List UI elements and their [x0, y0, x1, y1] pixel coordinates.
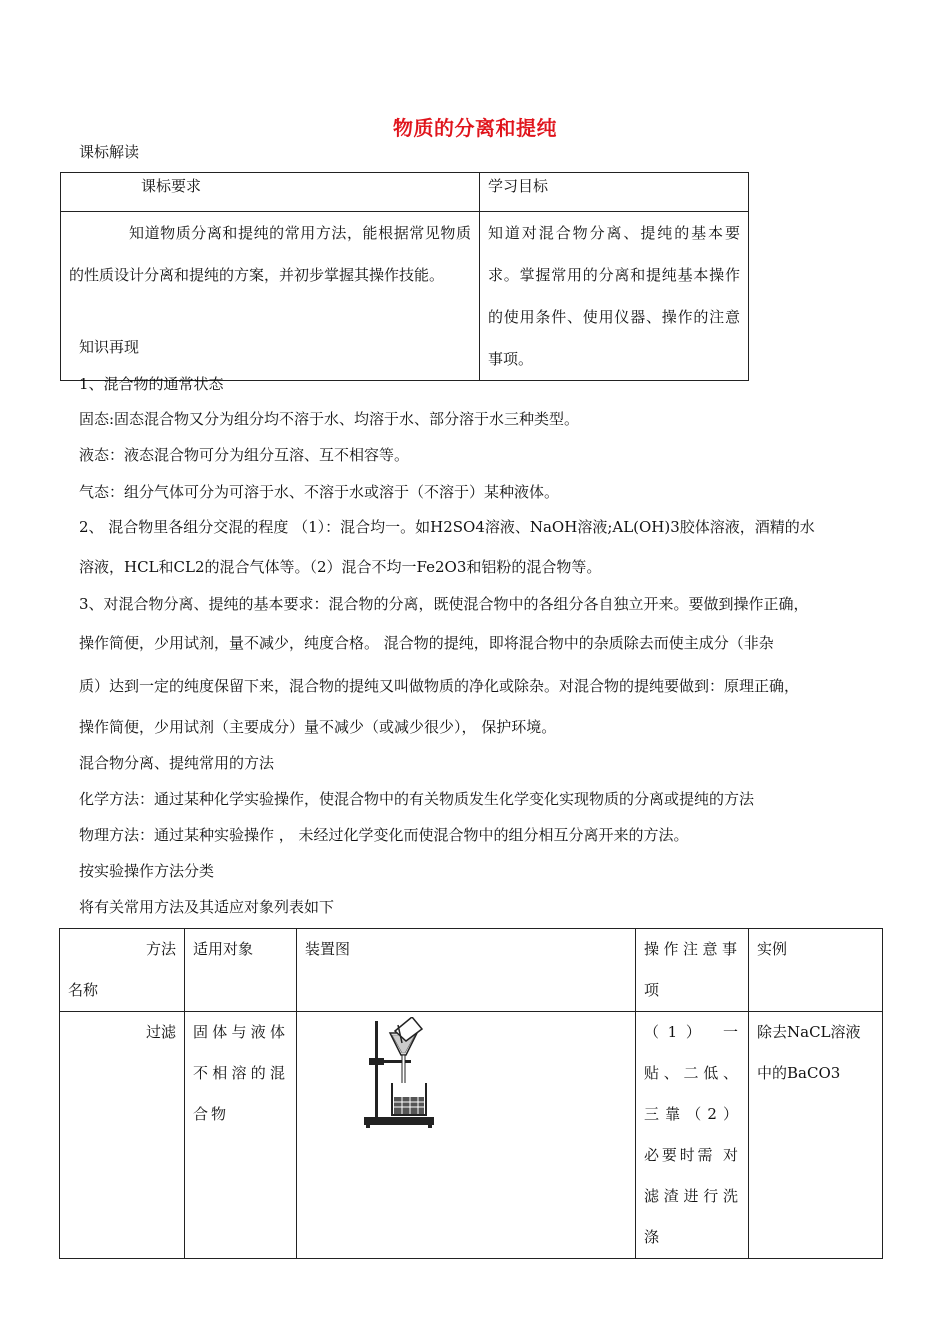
- knowledge-p6a: 3、对混合物分离、提纯的基本要求：混合物的分离，既使混合物中的各组分各自独立开来。要做到操作正确，: [79, 595, 809, 613]
- knowledge-p6c: 质）达到一定的纯度保留下来，混合物的提纯又叫做物质的净化或除杂。对混合物的提纯要做到：原理正确，: [79, 677, 800, 695]
- knowledge-p6d: 操作简便，少用试剂（主要成分）量不减少（或减少很少）， 保护环境。: [79, 718, 557, 736]
- knowledge-p7: 混合物分离、提纯常用的方法: [79, 754, 275, 772]
- knowledge-p4: 气态：组分气体可分为可溶于水、不溶于水或溶于（不溶于）某种液体。: [79, 483, 560, 501]
- knowledge-p3: 液态：液态混合物可分为组分互溶、互不相容等。: [79, 446, 410, 464]
- methods-row-notes: （1） 一贴、二低、三靠（2）必要时需 对滤渣进行洗涤: [644, 1023, 740, 1246]
- curriculum-goals-cell: [480, 212, 749, 381]
- methods-header-target: 适用对象: [185, 929, 297, 1012]
- methods-row-example-cell: [749, 1012, 883, 1259]
- knowledge-p2: 固态:固态混合物又分为组分均不溶于水、均溶于水、部分溶于水三种类型。: [79, 410, 580, 428]
- knowledge-heading: 知识再现: [79, 338, 140, 356]
- stand-foot-right: [428, 1125, 432, 1128]
- methods-header-notes: [636, 929, 749, 1012]
- methods-table: [59, 928, 883, 1259]
- knowledge-p11: 将有关常用方法及其适应对象列表如下: [79, 898, 335, 916]
- curriculum-requirements-text: 知道物质分离和提纯的常用方法，能根据常见物质的性质设计分离和提纯的方案，并初步掌握其操作技能。: [69, 224, 471, 284]
- methods-row-method: 过滤: [146, 1023, 177, 1041]
- knowledge-p10: 按实验操作方法分类: [79, 862, 215, 880]
- curriculum-header-requirements: 课标要求: [61, 173, 480, 212]
- methods-row-example: 除去NaCL溶液中的BaCO3: [757, 1023, 861, 1082]
- methods-row-target-cell: [185, 1012, 297, 1259]
- methods-header-notes-text: 操作注意事项: [644, 940, 740, 999]
- methods-header-apparatus: 装置图: [297, 929, 636, 1012]
- knowledge-p5b: 溶液，HCL和CL2的混合气体等。（2）混合不均一Fe2O3和铝粉的混合物等。: [79, 558, 602, 576]
- ring-arm: [377, 1060, 411, 1063]
- curriculum-goals-text: 知道对混合物分离、提纯的基本要求。掌握常用的分离和提纯基本操作的使用条件、使用仪器、操作的注意事项。: [488, 224, 740, 368]
- curriculum-table: [60, 172, 749, 381]
- stand-foot-left: [366, 1125, 370, 1128]
- methods-header-example: 实例: [749, 929, 883, 1012]
- knowledge-p1: 1、混合物的通常状态: [79, 375, 224, 393]
- methods-header-method: [60, 929, 185, 1012]
- filtrate-liquid: [394, 1097, 424, 1114]
- stand-base: [364, 1117, 434, 1125]
- curriculum-header-goals: 学习目标: [480, 173, 749, 212]
- filtration-apparatus-figure: [362, 1017, 452, 1129]
- methods-row-apparatus-cell: [297, 1012, 636, 1259]
- methods-header-method-line2: 名称: [68, 981, 99, 999]
- methods-row-method-cell: [60, 1012, 185, 1259]
- stand-rod: [375, 1021, 378, 1117]
- page-title: 物质的分离和提纯: [393, 116, 557, 140]
- knowledge-p8: 化学方法：通过某种化学实验操作，使混合物中的有关物质发生化学变化实现物质的分离或提纯的方法: [79, 790, 755, 808]
- methods-row-notes-cell: [636, 1012, 749, 1259]
- methods-row-target: 固体与液体不相溶的混合物: [193, 1023, 288, 1123]
- section-heading-curriculum: 课标解读: [79, 143, 140, 161]
- knowledge-p6b: 操作简便，少用试剂，量不减少，纯度合格。 混合物的提纯，即将混合物中的杂质除去而使主成分（非杂: [79, 634, 774, 652]
- knowledge-p5a: 2、 混合物里各组分交混的程度 （1）：混合均一。如H2SO4溶液、NaOH溶液;AL(OH)3胶体溶液，酒精的水: [79, 518, 815, 536]
- knowledge-p9: 物理方法：通过某种实验操作 ， 未经过化学变化而使混合物中的组分相互分离开来的方法。: [79, 826, 689, 844]
- methods-header-method-line1: 方法: [146, 940, 177, 958]
